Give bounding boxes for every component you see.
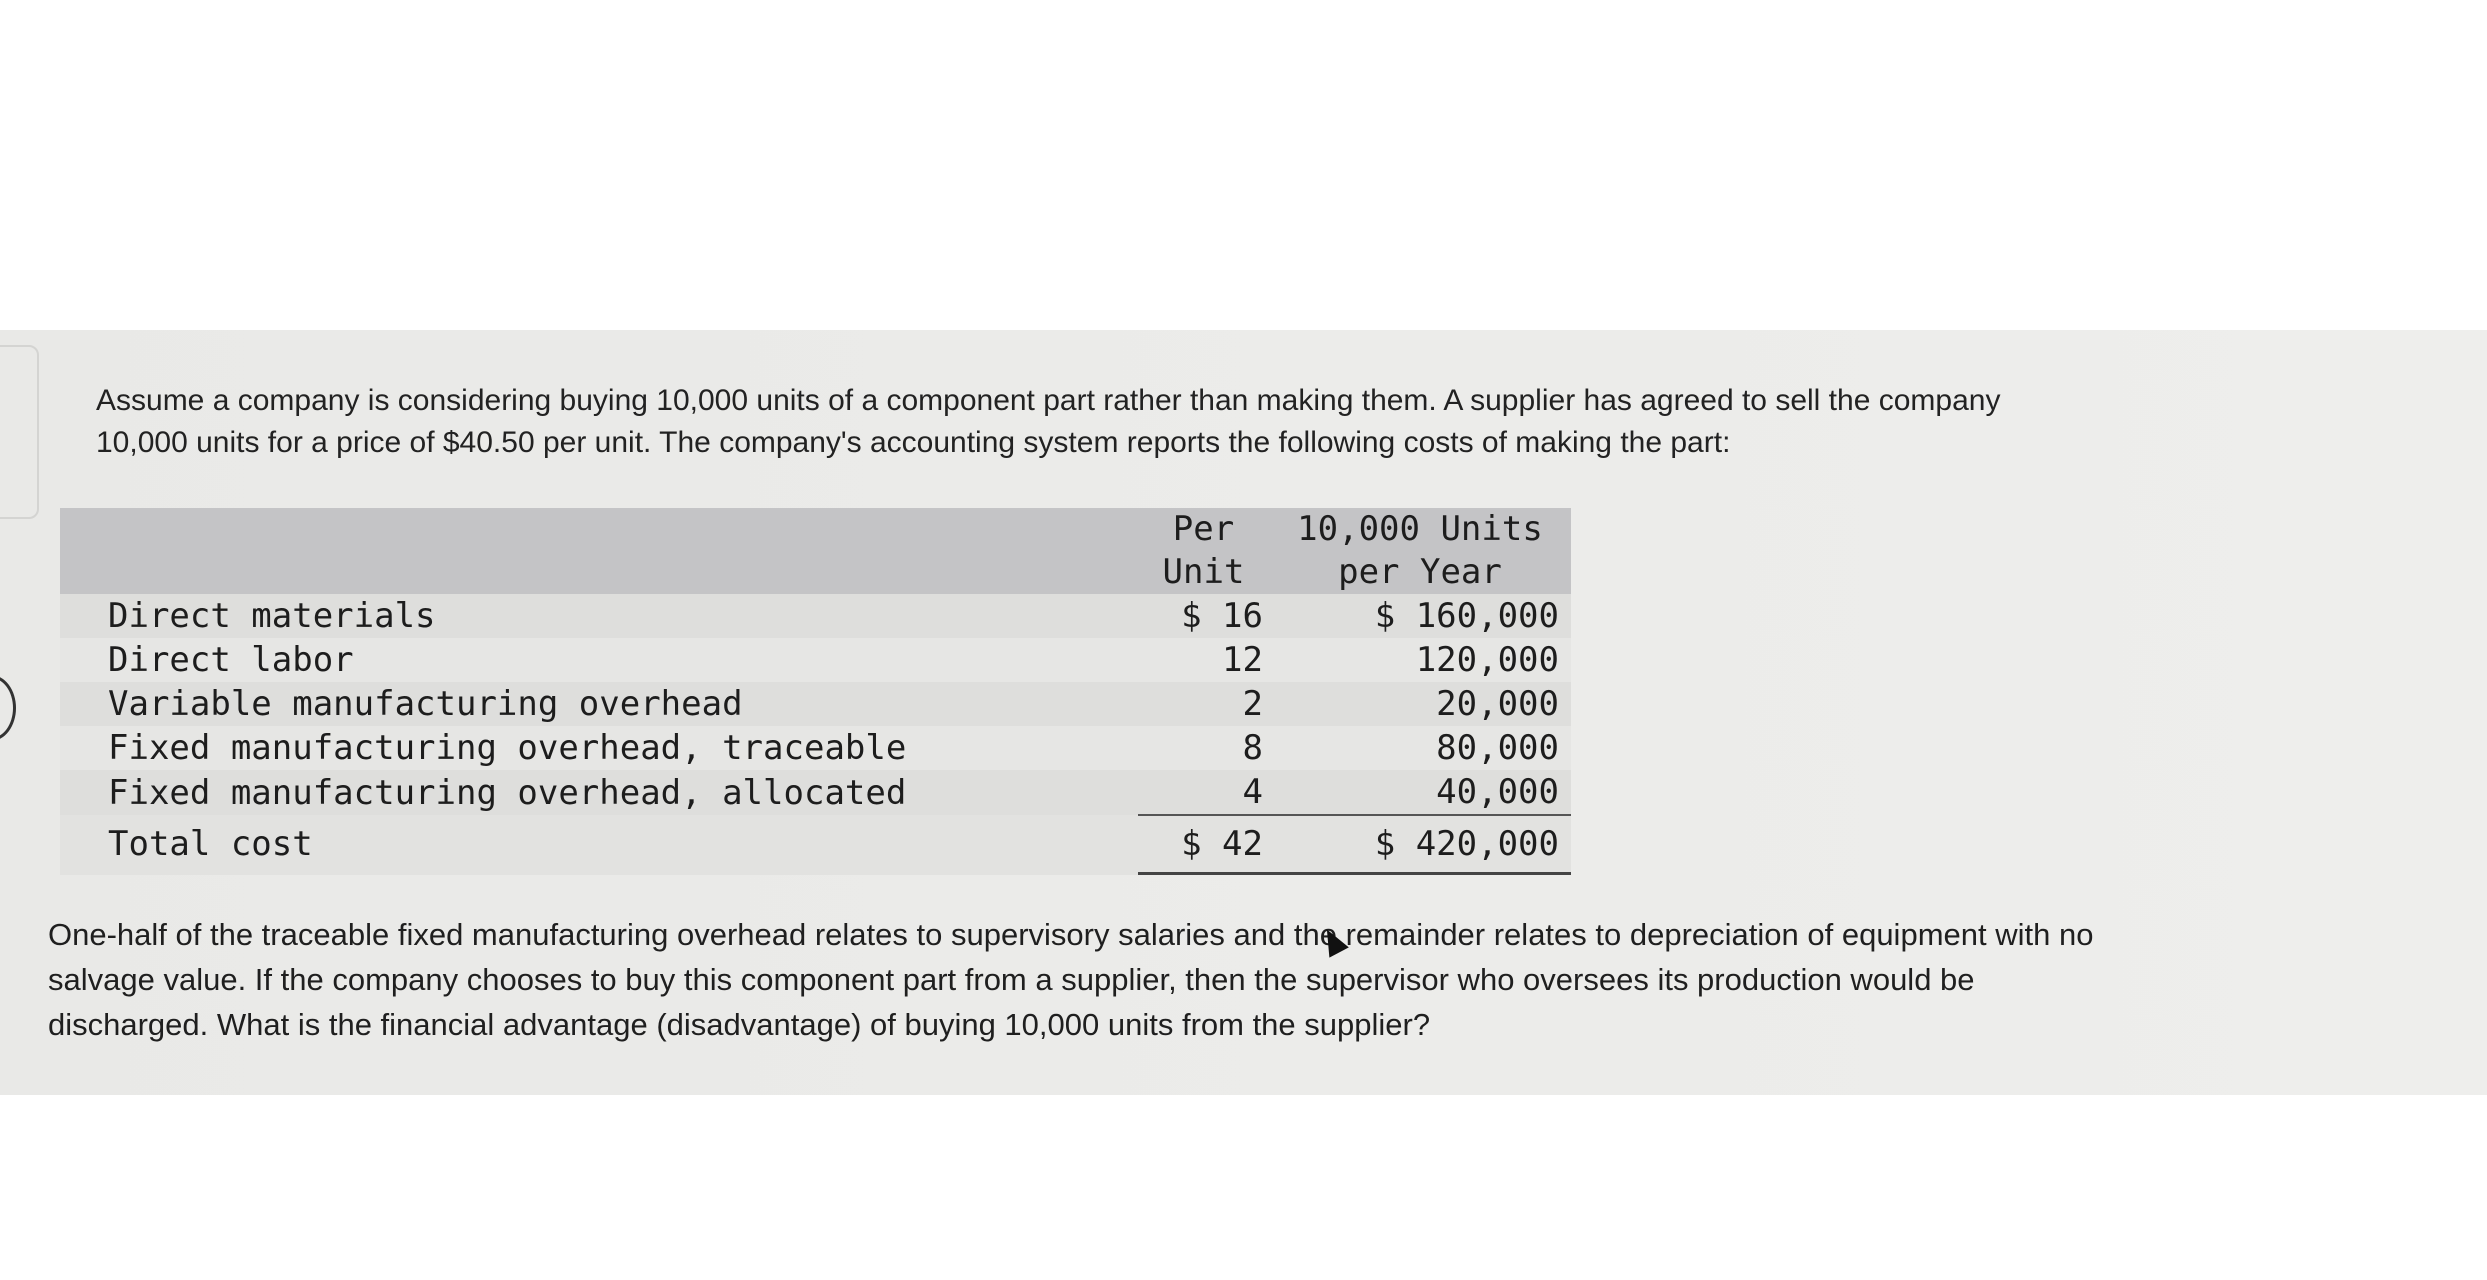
row-per-unit: 12	[1138, 638, 1269, 682]
row-per-year: 20,000	[1269, 682, 1571, 726]
table-header-row	[60, 508, 1571, 594]
side-control-edge	[0, 675, 16, 741]
row-label: Fixed manufacturing overhead, traceable	[60, 726, 1138, 770]
row-per-year: $ 160,000	[1269, 594, 1571, 638]
intro-line-1: Assume a company is considering buying 10,000 units of a component part rather than making them. A supplier has agreed to sell the company	[96, 384, 2001, 417]
row-label: Variable manufacturing overhead	[60, 682, 1138, 726]
row-per-unit: 8	[1138, 726, 1269, 770]
question-text	[48, 912, 2468, 1047]
row-label: Direct materials	[60, 594, 1138, 638]
table-row	[60, 682, 1571, 726]
row-per-unit: $ 16	[1138, 594, 1269, 638]
header-per-unit	[1138, 508, 1269, 594]
row-per-unit: 2	[1138, 682, 1269, 726]
total-row	[60, 815, 1571, 874]
intro-text	[96, 380, 2376, 464]
total-per-year: $ 420,000	[1269, 815, 1571, 874]
table-row	[60, 594, 1571, 638]
total-per-unit: $ 42	[1138, 815, 1269, 874]
row-per-year: 120,000	[1269, 638, 1571, 682]
cost-table	[60, 508, 1571, 875]
table-row	[60, 638, 1571, 682]
header-per-year-line-1: 10,000 Units	[1297, 509, 1543, 549]
row-per-year: 80,000	[1269, 726, 1571, 770]
table-row	[60, 726, 1571, 770]
row-per-unit: 4	[1138, 770, 1269, 815]
header-per-unit-line-2: Unit	[1162, 552, 1245, 592]
question-line-3: discharged. What is the financial advantage (disadvantage) of buying 10,000 units from the supplier?	[48, 1007, 1431, 1042]
row-per-year: 40,000	[1269, 770, 1571, 815]
problem-panel	[0, 330, 2487, 1095]
header-blank	[60, 508, 1138, 594]
table-row	[60, 770, 1571, 815]
header-per-year-line-2: per Year	[1338, 552, 1502, 592]
question-line-2: salvage value. If the company chooses to buy this component part from a supplier, then the supervisor who oversees its production would be	[48, 962, 1975, 997]
row-label: Direct labor	[60, 638, 1138, 682]
header-per-unit-line-1: Per	[1172, 509, 1235, 549]
header-per-year	[1269, 508, 1571, 594]
total-label: Total cost	[60, 815, 1138, 874]
row-label: Fixed manufacturing overhead, allocated	[60, 770, 1138, 815]
side-tab	[0, 345, 39, 519]
question-line-1: One-half of the traceable fixed manufacturing overhead relates to supervisory salaries and the remainder relates to depreciation of equipment with no	[48, 917, 2094, 952]
intro-line-2: 10,000 units for a price of $40.50 per unit. The company's accounting system reports the following costs of making the part:	[96, 426, 1731, 459]
